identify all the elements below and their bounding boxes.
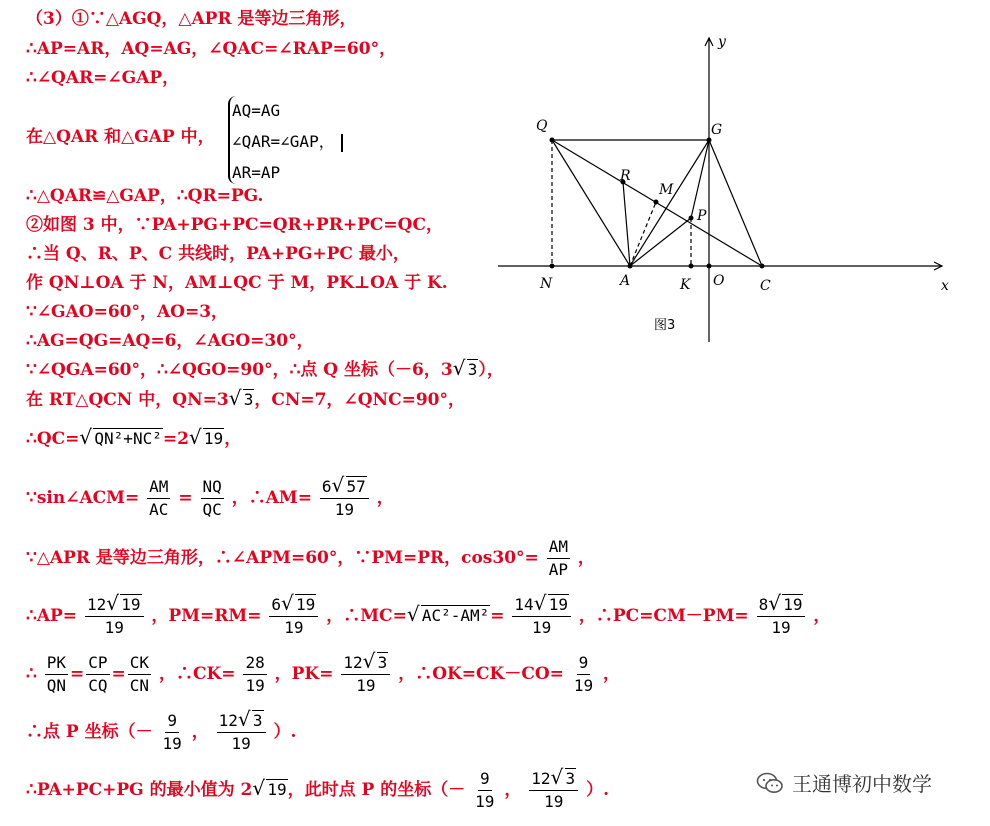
line-15: ∵△APR 是等边三角形，∴∠APM=60°，∵PM=PR，cos30°= $\frac{AM}{AP}$ ， <box>26 537 595 579</box>
label-R: R <box>620 168 631 184</box>
fraction: $\frac{NQ}{QC}$ <box>202 477 222 519</box>
label-A: A <box>620 273 631 289</box>
watermark-text: 王通博初中数学 <box>792 772 932 796</box>
line-10: ∴AG=QG=AQ=6，∠AGO=30°， <box>26 331 314 351</box>
line-18: ∴点 P 坐标（－ $\frac{9}{19}$ ， $\frac{12√ 3}{19}$ ）. <box>26 710 296 755</box>
fraction: $\frac{8√ 19}{19}$ <box>757 594 806 639</box>
line-19: ∴PA+PC+PG 的最小值为 2√ 19，此时点 P 的坐标（－ $\frac{9}{19}$ ， $\frac{12√ 3}{19}$ ）. <box>26 768 609 813</box>
fraction: $\frac{6√ 19}{19}$ <box>269 594 318 639</box>
sqrt: √ 3 <box>453 359 479 381</box>
label-C: C <box>760 278 771 294</box>
label-M: M <box>659 182 674 198</box>
wechat-icon <box>756 772 784 794</box>
point-Q <box>550 138 555 143</box>
sqrt: √ QN²+NC² <box>79 428 162 450</box>
line-5: ∴△QAR≌△GAP，∴QR=PG. <box>26 186 264 206</box>
sqrt: √ 19 <box>534 594 569 616</box>
fraction: $\frac{28}{19}$ <box>245 653 265 695</box>
fraction: $\frac{AM}{AC}$ <box>149 477 169 519</box>
sqrt: √ 19 <box>189 428 224 450</box>
sqrt: √ 3 <box>363 652 389 674</box>
segment-PG <box>691 140 709 218</box>
label-y-axis: y <box>718 34 726 50</box>
fraction: $\frac{12√ 3}{19}$ <box>217 710 266 755</box>
label-K: K <box>680 277 691 293</box>
fraction: $\frac{AM}{AP}$ <box>548 537 568 579</box>
line-16: ∴AP= $\frac{12√ 19}{19}$ ，PM=RM= $\frac{6√ 19}{19}$ ，∴MC=√ AC²-AM²= $\frac{14√ 19}{19}$ ，∴PC=CM－PM= $\frac{8√ 19}{19}$ ， <box>26 594 830 639</box>
sqrt: √ AC²-AM² <box>407 605 490 627</box>
label-N: N <box>540 276 553 292</box>
fraction: $\frac{12√ 19}{19}$ <box>85 594 144 639</box>
sqrt: √ 3 <box>229 389 255 411</box>
brace-row-3: AR=AP <box>232 163 281 182</box>
point-K <box>689 264 694 269</box>
segment-RA <box>623 182 630 266</box>
line-13: ∴QC=√ QN²+NC²=2√ 19， <box>26 428 241 450</box>
point-P <box>689 216 694 221</box>
label-O: O <box>713 273 725 289</box>
brace-system <box>232 95 343 188</box>
fraction: $\frac{PK}{QN}$ <box>46 653 67 695</box>
line-9: ∵∠GAO=60°，AO=3， <box>26 302 229 322</box>
line-11: ∵∠QGA=60°，∴∠QGO=90°，∴点 Q 坐标（－6，3√ 3）， <box>26 359 504 381</box>
text-cursor <box>341 134 343 152</box>
watermark <box>756 768 932 797</box>
line-14: ∵sin∠ACM= $\frac{AM}{AC}$ = $\frac{NQ}{QC}$ ，∴AM= $\frac{6√ 57}{19}$ ， <box>26 476 394 521</box>
segment-AG <box>630 140 709 266</box>
fraction: $\frac{9}{19}$ <box>162 711 182 753</box>
line-2: ∴AP=AR，AQ=AG，∠QAC=∠RAP=60°， <box>26 39 397 59</box>
fraction: $\frac{12√ 3}{19}$ <box>341 652 390 697</box>
fraction: $\frac{CP}{CQ}$ <box>88 653 108 695</box>
segment-AP <box>630 218 691 266</box>
label-x-axis: x <box>941 278 949 294</box>
fraction: $\frac{CK}{CN}$ <box>129 653 150 695</box>
segment-QA <box>552 140 630 266</box>
line-3: ∴∠QAR=∠GAP， <box>26 68 180 88</box>
brace-row-2: ∠QAR=∠GAP， <box>232 126 343 157</box>
sqrt: √ 19 <box>106 594 141 616</box>
fraction: $\frac{9}{19}$ <box>475 769 495 811</box>
point-G <box>707 138 712 143</box>
line-8: 作 QN⊥OA 于 N，AM⊥QC 于 M，PK⊥OA 于 K. <box>26 273 448 293</box>
line-4: 在△QAR 和△GAP 中， <box>26 127 215 147</box>
line-1: （3）①∵△AGQ，△APR 是等边三角形， <box>26 9 357 29</box>
point-C <box>760 264 765 269</box>
point-M <box>654 200 659 205</box>
figure-caption: 图3 <box>654 318 676 333</box>
fraction: $\frac{6√ 57}{19}$ <box>320 476 369 521</box>
label-Q: Q <box>536 118 548 134</box>
sqrt: √ 19 <box>281 594 316 616</box>
sqrt: √ 3 <box>551 768 577 790</box>
point-A <box>628 264 633 269</box>
segment-GC <box>709 140 762 266</box>
point-O <box>707 264 712 269</box>
label-G: G <box>711 122 723 138</box>
line-12: 在 RT△QCN 中，QN=3√ 3，CN=7，∠QNC=90°， <box>26 389 465 411</box>
line-17: ∴ $\frac{PK}{QN}$ = $\frac{CP}{CQ}$ = $\frac{CK}{CN}$ ，∴CK= $\frac{28}{19}$ ，PK= $\frac{12√ 3}{19}$ ，∴OK=CK－CO= $\frac{9}{19}$ ， <box>26 652 620 697</box>
brace-row-1: AQ=AG <box>232 101 281 120</box>
label-P: P <box>697 208 707 224</box>
sqrt: √ 19 <box>252 779 287 801</box>
sqrt: √ 3 <box>238 710 264 732</box>
fraction: $\frac{12√ 3}{19}$ <box>529 768 578 813</box>
sqrt: √ 19 <box>768 594 803 616</box>
line-7: ∴当 Q、R、P、C 共线时，PA+PG+PC 最小， <box>26 244 410 264</box>
point-N <box>550 264 555 269</box>
fraction: $\frac{14√ 19}{19}$ <box>512 594 571 639</box>
line-6: ②如图 3 中，∵PA+PG+PC=QR+PR+PC=QC， <box>26 215 443 235</box>
fraction: $\frac{9}{19}$ <box>573 653 594 695</box>
sqrt: √ 57 <box>332 476 367 498</box>
geometry-figure <box>494 34 954 344</box>
